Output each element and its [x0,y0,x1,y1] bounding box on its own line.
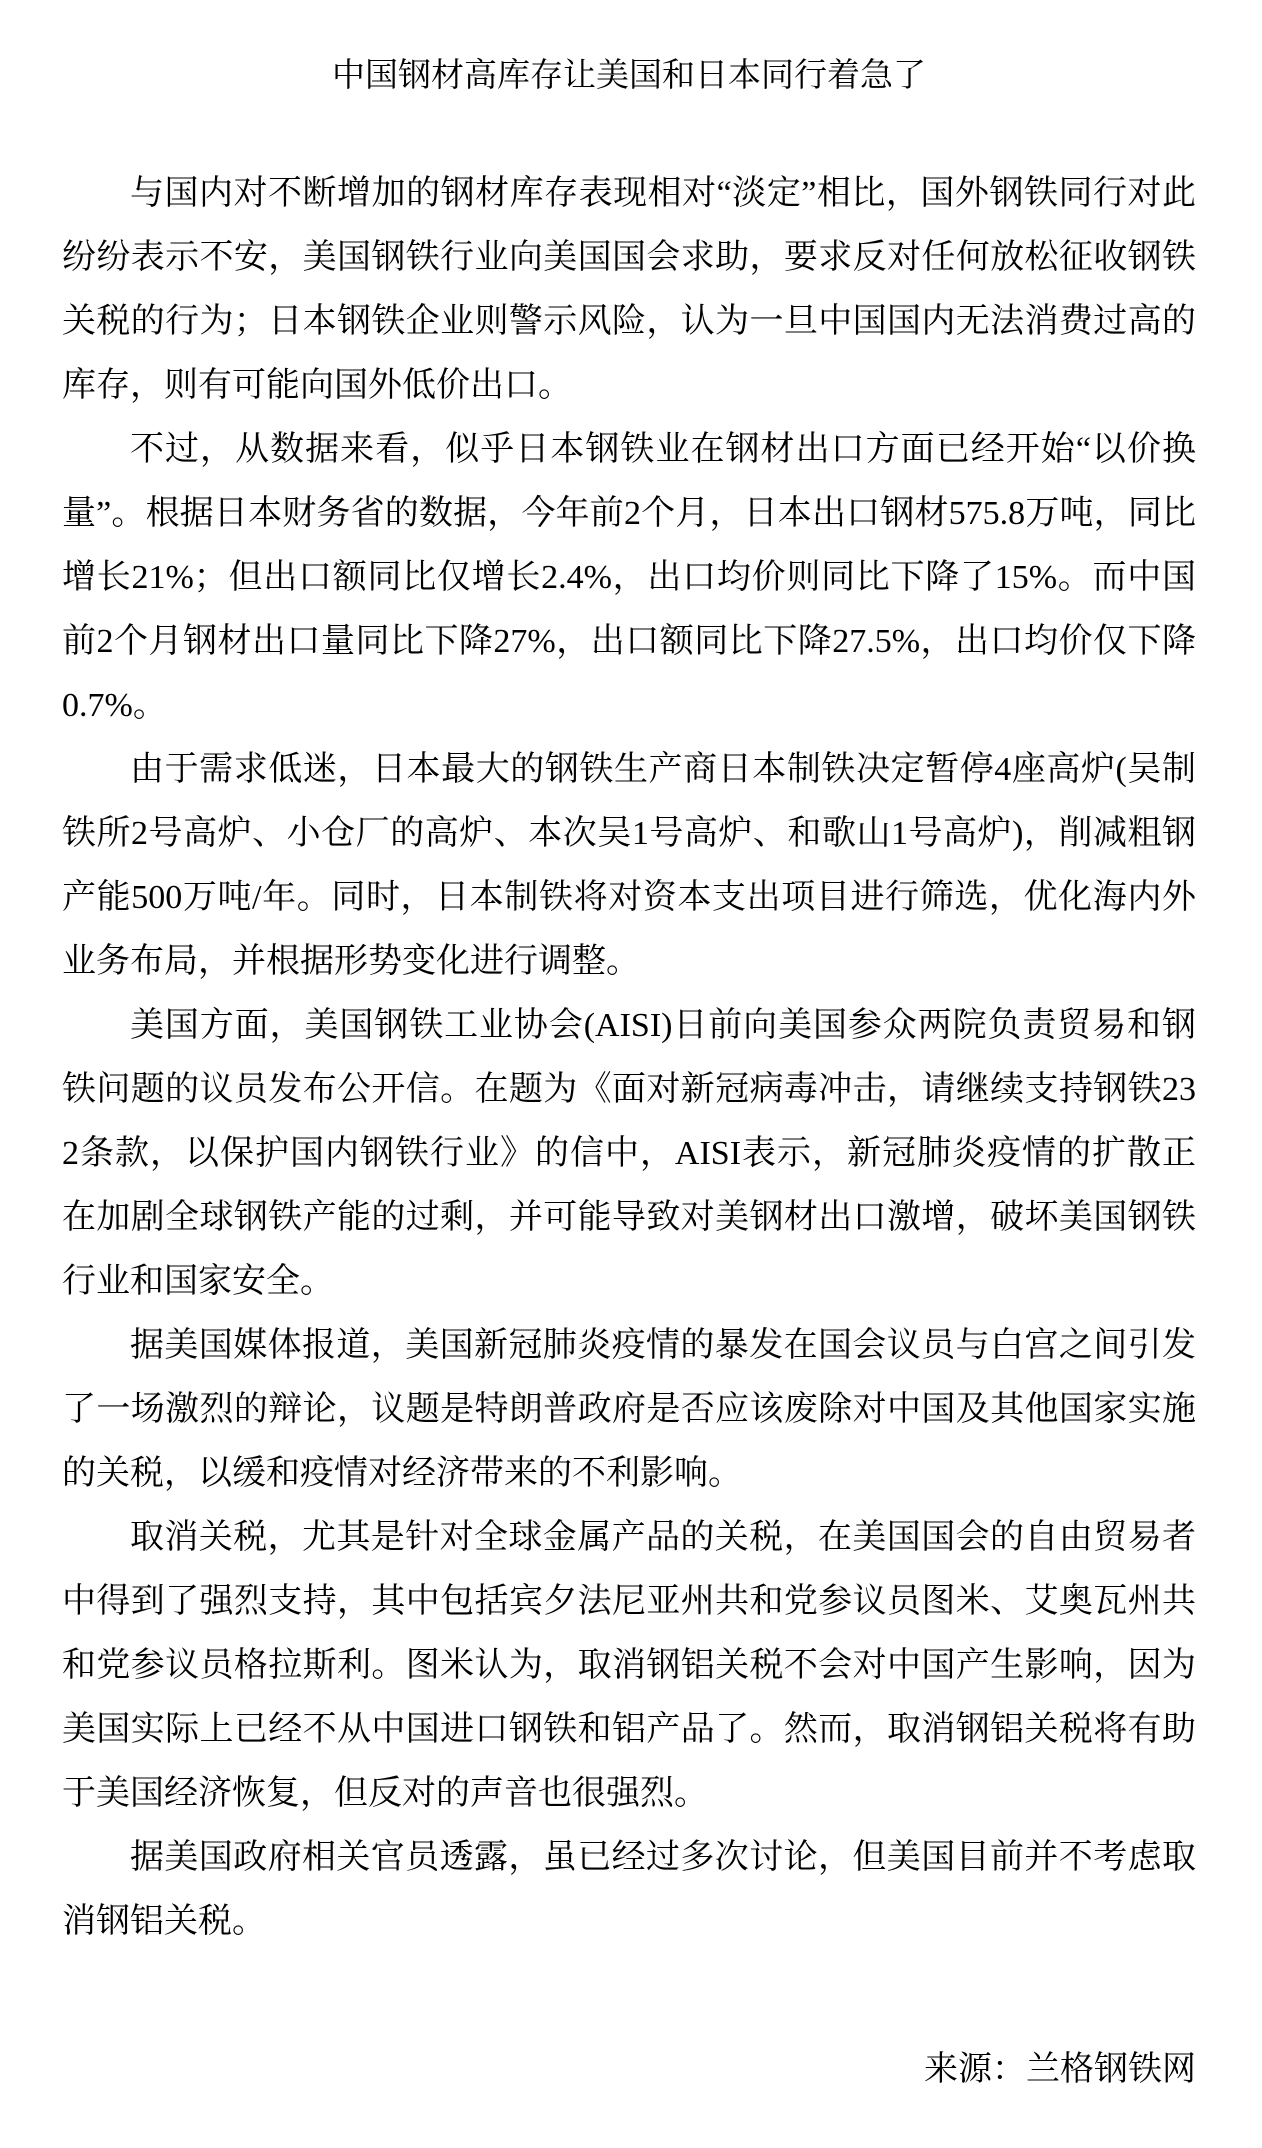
article-title: 中国钢材高库存让美国和日本同行着急了 [332,58,926,94]
paragraph-3: 由于需求低迷，日本最大的钢铁生产商日本制铁决定暂停4座高炉(吴制铁所2号高炉、小仓厂的高炉、本次吴1号高炉、和歌山1号高炉)，削减粗钢产能500万吨/年。同时，日本制铁将对资本支出项目进行筛选，优化海内外业务布局，并根据形势变化进行调整。 [62,751,1196,980]
paragraph-7: 据美国政府相关官员透露，虽已经过多次讨论，但美国目前并不考虑取消钢铝关税。 [62,1839,1196,1940]
source-attribution: 来源：兰格钢铁网 [924,2051,1196,2088]
paragraph-1: 与国内对不断增加的钢材库存表现相对“淡定”相比，国外钢铁同行对此纷纷表示不安，美国钢铁行业向美国国会求助，要求反对任何放松征收钢铁关税的行为；日本钢铁企业则警示风险，认为一旦中国国内无法消费过高的库存，则有可能向国外低价出口。 [62,175,1196,404]
paragraph-2: 不过，从数据来看，似乎日本钢铁业在钢材出口方面已经开始“以价换量”。根据日本财务省的数据，今年前2个月，日本出口钢材575.8万吨，同比增长21%；但出口额同比仅增长2.4%，出口均价则同比下降了15%。而中国前2个月钢材出口量同比下降27%，出口额同比下降27.5%，出口均价仅下降0.7%。 [62,431,1196,724]
paragraph-5: 据美国媒体报道，美国新冠肺炎疫情的暴发在国会议员与白宫之间引发了一场激烈的辩论，议题是特朗普政府是否应该废除对中国及其他国家实施的关税，以缓和疫情对经济带来的不利影响。 [62,1327,1196,1492]
paragraph-6: 取消关税，尤其是针对全球金属产品的关税，在美国国会的自由贸易者中得到了强烈支持，其中包括宾夕法尼亚州共和党参议员图米、艾奥瓦州共和党参议员格拉斯利。图米认为，取消钢铝关税不会对中国产生影响，因为美国实际上已经不从中国进口钢铁和铝产品了。然而，取消钢铝关税将有助于美国经济恢复，但反对的声音也很强烈。 [62,1519,1196,1812]
article-body [0,54,1262,2102]
paragraph-4: 美国方面，美国钢铁工业协会(AISI)日前向美国参众两院负责贸易和钢铁问题的议员发布公开信。在题为《面对新冠病毒冲击，请继续支持钢铁232条款，以保护国内钢铁行业》的信中，AISI表示，新冠肺炎疫情的扩散正在加剧全球钢铁产能的过剩，并可能导致对美钢材出口激增，破坏美国钢铁行业和国家安全。 [62,1007,1196,1300]
